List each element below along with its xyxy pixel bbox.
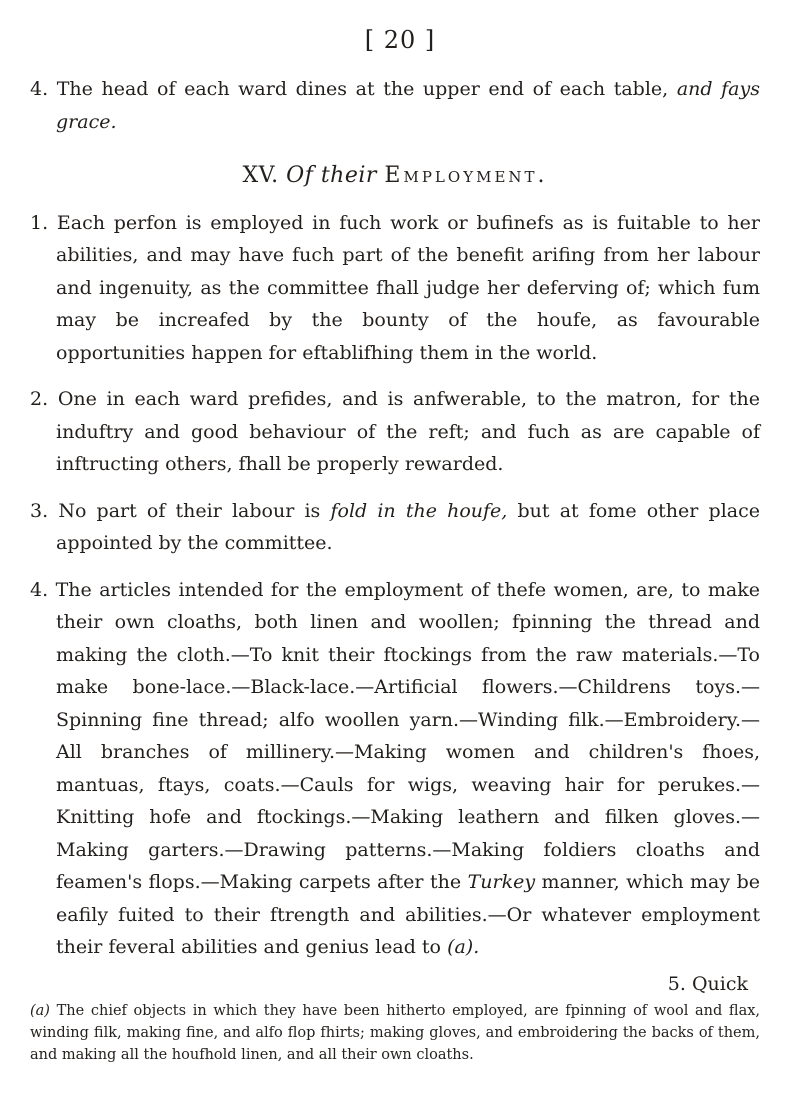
item-italic: Turkey xyxy=(467,871,536,893)
footnote-mark: (a) xyxy=(30,1003,50,1019)
item-number: 2. xyxy=(30,388,49,410)
footnote xyxy=(30,1000,760,1066)
item-4 xyxy=(30,574,760,964)
item-text-before: The articles intended for the employment of thefe women, are, to make their own cloaths, both linen and woollen; fpinning the thread and making the cloth.—To knit their ftockings from the raw materials.—To make bone-lace.—Black-lace.—Artificial flowers.—Childrens toys.—Spinning fine thread; alfo woollen yarn.—Winding filk.—Embroidery.—All branches of millinery.—Making women and children's fhoes, mantuas, ftays, coats.—Cauls for wigs, weaving hair for perukes.—Knitting hofe and ftockings.—Making leathern and filken gloves.—Making garters.—Drawing patterns.—Making foldiers cloaths and feamen's flops.—Making carpets after the xyxy=(55,578,760,893)
item-italic: fold in the houfe, xyxy=(330,499,508,522)
item-text-before: No part of their labour is xyxy=(58,499,321,522)
section-title-caps: Employment. xyxy=(384,163,548,188)
page-number: [ 20 ] xyxy=(364,26,436,54)
top-item-4 xyxy=(30,73,760,138)
item-text: Each perfon is employed in fuch work or bufinefs as is fuitable to her abilities, and may have fuch part of the benefit arifing from her labour and ingenuity, as the committee fhall judge her deferving of; which fum may be increafed by the bounty of the houfe, as favourable opportunities happen for eftablifhing them in the world. xyxy=(56,211,760,364)
item-number: 1. xyxy=(30,211,49,234)
footnote-reference: (a). xyxy=(447,936,480,958)
item-2 xyxy=(30,383,760,481)
item-text-after: but at fome other place appointed by the committee. xyxy=(56,499,760,554)
main-text xyxy=(30,73,760,1000)
footnote-text: The chief objects in which they have been hitherto employed, are fpinning of wool and flax, winding filk, making fine, and alfo flop fhirts; making gloves, and embroidering the backs of them, and making all the houfhold linen, and all their own cloaths. xyxy=(30,1003,760,1063)
item-text: The head of each ward dines at the upper end of each table, xyxy=(56,78,669,100)
item-number: 4. xyxy=(30,578,49,601)
item-text-after: manner, which may be eafily fuited to their ftrength and abilities.—Or whatever employment their feveral abilities and genius lead to xyxy=(56,871,761,958)
item-3 xyxy=(30,495,760,560)
item-italic-tail: and fays grace. xyxy=(56,78,760,133)
section-heading xyxy=(30,160,760,193)
item-number: 3. xyxy=(30,499,49,522)
item-text: One in each ward prefides, and is anfwerable, to the matron, for the induftry and good behaviour of the reft; and fuch as are capable of inftructing others, fhall be properly rewarded. xyxy=(56,388,760,475)
section-numeral: XV. xyxy=(242,163,279,188)
section-title-italic: Of their xyxy=(286,163,377,188)
item-1 xyxy=(30,207,760,370)
catchword: 5. Quick xyxy=(667,972,748,995)
item-number: 4. xyxy=(30,78,49,100)
